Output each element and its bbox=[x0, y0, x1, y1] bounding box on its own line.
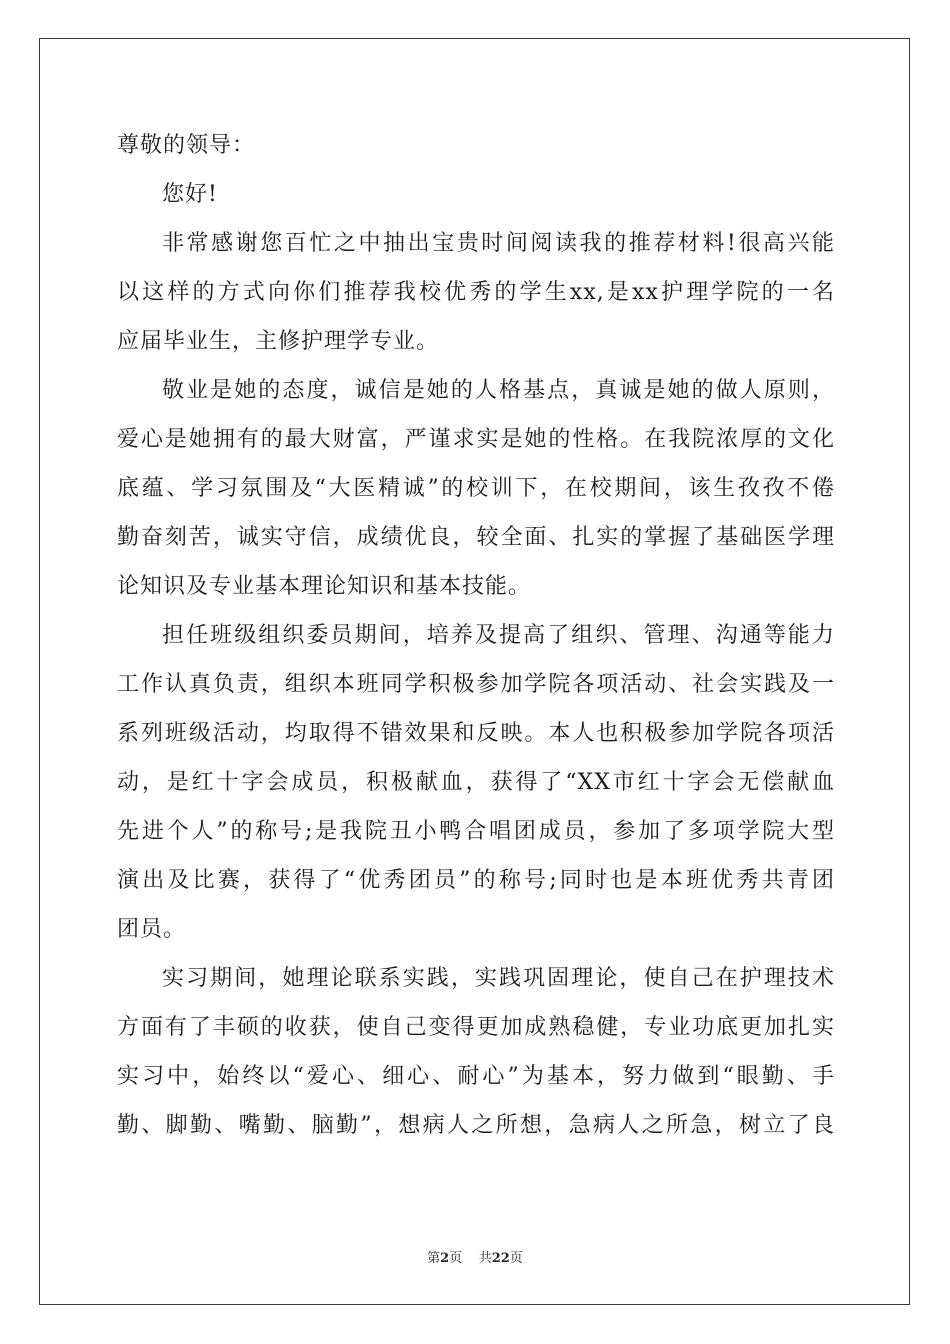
paragraph-line: 爱心是她拥有的最大财富，严谨求实是她的性格。在我院浓厚的文化 bbox=[117, 427, 835, 452]
salutation: 尊敬的领导： bbox=[117, 133, 256, 158]
paragraph-line: 担任班级组织委员期间，培养及提高了组织、管理、沟通等能力 bbox=[162, 623, 835, 648]
paragraph bbox=[117, 224, 835, 371]
paragraph-line: 勤、脚勤、嘴勤、脑勤”，想病人之所想，急病人之所急，树立了良 bbox=[117, 1113, 835, 1138]
total-prefix: 共 bbox=[478, 1251, 492, 1266]
paragraph-line: 勤奋刻苦，诚实守信，成绩优良，较全面、扎实的掌握了基础医学理 bbox=[117, 525, 835, 550]
paragraph-line: 先进个人”的称号;是我院丑小鸭合唱团成员，参加了多项学院大型 bbox=[117, 819, 835, 844]
paragraph-line: 论知识及专业基本理论知识和基本技能。 bbox=[117, 574, 532, 599]
paragraph bbox=[117, 959, 835, 1155]
greeting: 您好! bbox=[162, 182, 218, 207]
paragraph-line: 工作认真负责，组织本班同学积极参加学院各项活动、社会实践及一 bbox=[117, 672, 835, 697]
paragraph-line: 底蕴、学习氛围及“大医精诚”的校训下，在校期间，该生孜孜不倦 bbox=[117, 476, 835, 501]
paragraph bbox=[117, 371, 835, 616]
paragraph-line: 应届毕业生，主修护理学专业。 bbox=[117, 329, 440, 354]
paragraph-line: 动，是红十字会成员，积极献血，获得了“XX市红十字会无偿献血 bbox=[117, 770, 835, 795]
letter-body bbox=[117, 126, 835, 1155]
paragraph-line: 团员。 bbox=[117, 917, 187, 942]
page-suffix: 页 bbox=[449, 1251, 463, 1266]
paragraph-line: 系列班级活动，均取得不错效果和反映。本人也积极参加学院各项活 bbox=[117, 721, 835, 746]
paragraph-line: 实习中，始终以“爱心、细心、耐心”为基本，努力做到“眼勤、手 bbox=[117, 1064, 835, 1089]
total-suffix: 页 bbox=[509, 1251, 523, 1266]
page-prefix: 第 bbox=[427, 1251, 441, 1266]
paragraph-line: 方面有了丰硕的收获，使自己变得更加成熟稳健，专业功底更加扎实 bbox=[117, 1015, 835, 1040]
paragraph-line: 非常感谢您百忙之中抽出宝贵时间阅读我的推荐材料!很高兴能 bbox=[162, 231, 835, 256]
paragraph bbox=[117, 616, 835, 959]
paragraph-line: 实习期间，她理论联系实践，实践巩固理论，使自己在护理技术 bbox=[162, 966, 835, 991]
paragraph-line: 演出及比赛，获得了“优秀团员”的称号;同时也是本班优秀共青团 bbox=[117, 868, 835, 893]
paragraph-line: 以这样的方式向你们推荐我校优秀的学生xx,是xx护理学院的一名 bbox=[117, 280, 835, 305]
paragraph-line: 敬业是她的态度，诚信是她的人格基点，真诚是她的做人原则， bbox=[162, 378, 835, 403]
page-footer bbox=[0, 1247, 950, 1266]
page-number: 2 bbox=[440, 1251, 450, 1266]
total-pages: 22 bbox=[491, 1251, 510, 1266]
